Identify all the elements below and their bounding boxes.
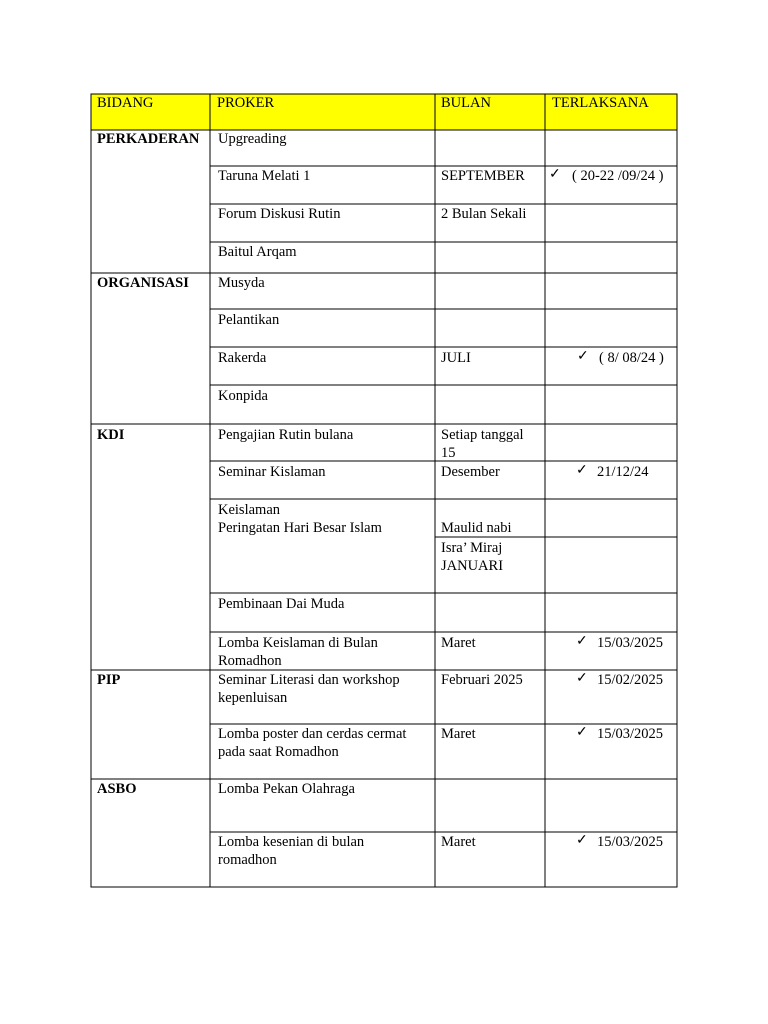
bidang-asbo: ASBO [97, 781, 137, 797]
checkmark-icon: ✓ [576, 634, 588, 649]
header-bulan: BULAN [441, 95, 491, 111]
bulan-lomba-poster: Maret [441, 726, 476, 742]
terlaksana-lomba-kesenian: 15/03/2025 [597, 834, 664, 850]
bulan-pengajian: Setiap tanggal 15 [441, 427, 524, 461]
proker-keislaman: Keislaman Peringatan Hari Besar Islam [218, 502, 382, 536]
terlaksana-lomba-keislaman: 15/03/2025 [597, 635, 664, 651]
header-terlaksana: TERLAKSANA [552, 95, 649, 111]
bulan-forum: 2 Bulan Sekali [441, 206, 527, 222]
header-bidang: BIDANG [97, 95, 154, 111]
proker-seminar-kislaman: Seminar Kislaman [218, 464, 326, 480]
terlaksana-lomba-poster: 15/03/2025 [597, 726, 664, 742]
bidang-kdi: KDI [97, 427, 125, 443]
bulan-keislaman-maulid: Maulid nabi [441, 520, 512, 536]
proker-konpida: Konpida [218, 388, 268, 404]
proker-pengajian: Pengajian Rutin bulana [218, 427, 354, 443]
checkmark-icon: ✓ [577, 349, 589, 364]
proker-lomba-kesenian: Lomba kesenian di bulan romadhon [218, 834, 365, 868]
proker-taruna: Taruna Melati 1 [218, 168, 311, 184]
bulan-lomba-kesenian: Maret [441, 834, 476, 850]
bidang-organisasi: ORGANISASI [97, 275, 189, 291]
proker-rakerda: Rakerda [218, 350, 267, 366]
bulan-rakerda: JULI [441, 350, 471, 366]
proker-forum: Forum Diskusi Rutin [218, 206, 341, 222]
bidang-pip: PIP [97, 672, 121, 688]
proker-lomba-keislaman: Lomba Keislaman di Bulan Romadhon [218, 635, 378, 669]
terlaksana-taruna: ( 20-22 /09/24 ) [572, 168, 664, 184]
proker-baitul: Baitul Arqam [218, 244, 297, 260]
proker-seminar-literasi: Seminar Literasi dan workshop kepenluisan [218, 672, 400, 706]
bidang-perkaderan: PERKADERAN [97, 131, 200, 147]
bulan-lomba-keislaman: Maret [441, 635, 476, 651]
checkmark-icon: ✓ [576, 463, 588, 478]
checkmark-icon: ✓ [576, 833, 588, 848]
bulan-keislaman-isra: Isra’ Miraj JANUARI [441, 540, 504, 574]
proker-lomba-pekan: Lomba Pekan Olahraga [218, 781, 355, 797]
bulan-seminar-kislaman: Desember [441, 464, 500, 480]
header-proker: PROKER [217, 95, 275, 111]
terlaksana-seminar-literasi: 15/02/2025 [597, 672, 664, 688]
checkmark-icon: ✓ [576, 725, 588, 740]
proker-pembinaan: Pembinaan Dai Muda [218, 596, 345, 612]
proker-upgrading: Upgreading [218, 131, 287, 147]
bulan-taruna: SEPTEMBER [441, 168, 525, 184]
checkmark-icon: ✓ [576, 671, 588, 686]
terlaksana-rakerda: ( 8/ 08/24 ) [599, 350, 664, 366]
checkmark-icon: ✓ [549, 167, 561, 182]
terlaksana-seminar-kislaman: 21/12/24 [597, 464, 649, 480]
bulan-seminar-literasi: Februari 2025 [441, 672, 523, 688]
proker-lomba-poster: Lomba poster dan cerdas cermat pada saat Romadhon [218, 726, 407, 760]
proker-musyda: Musyda [218, 275, 265, 291]
proker-pelantikan: Pelantikan [218, 312, 280, 328]
